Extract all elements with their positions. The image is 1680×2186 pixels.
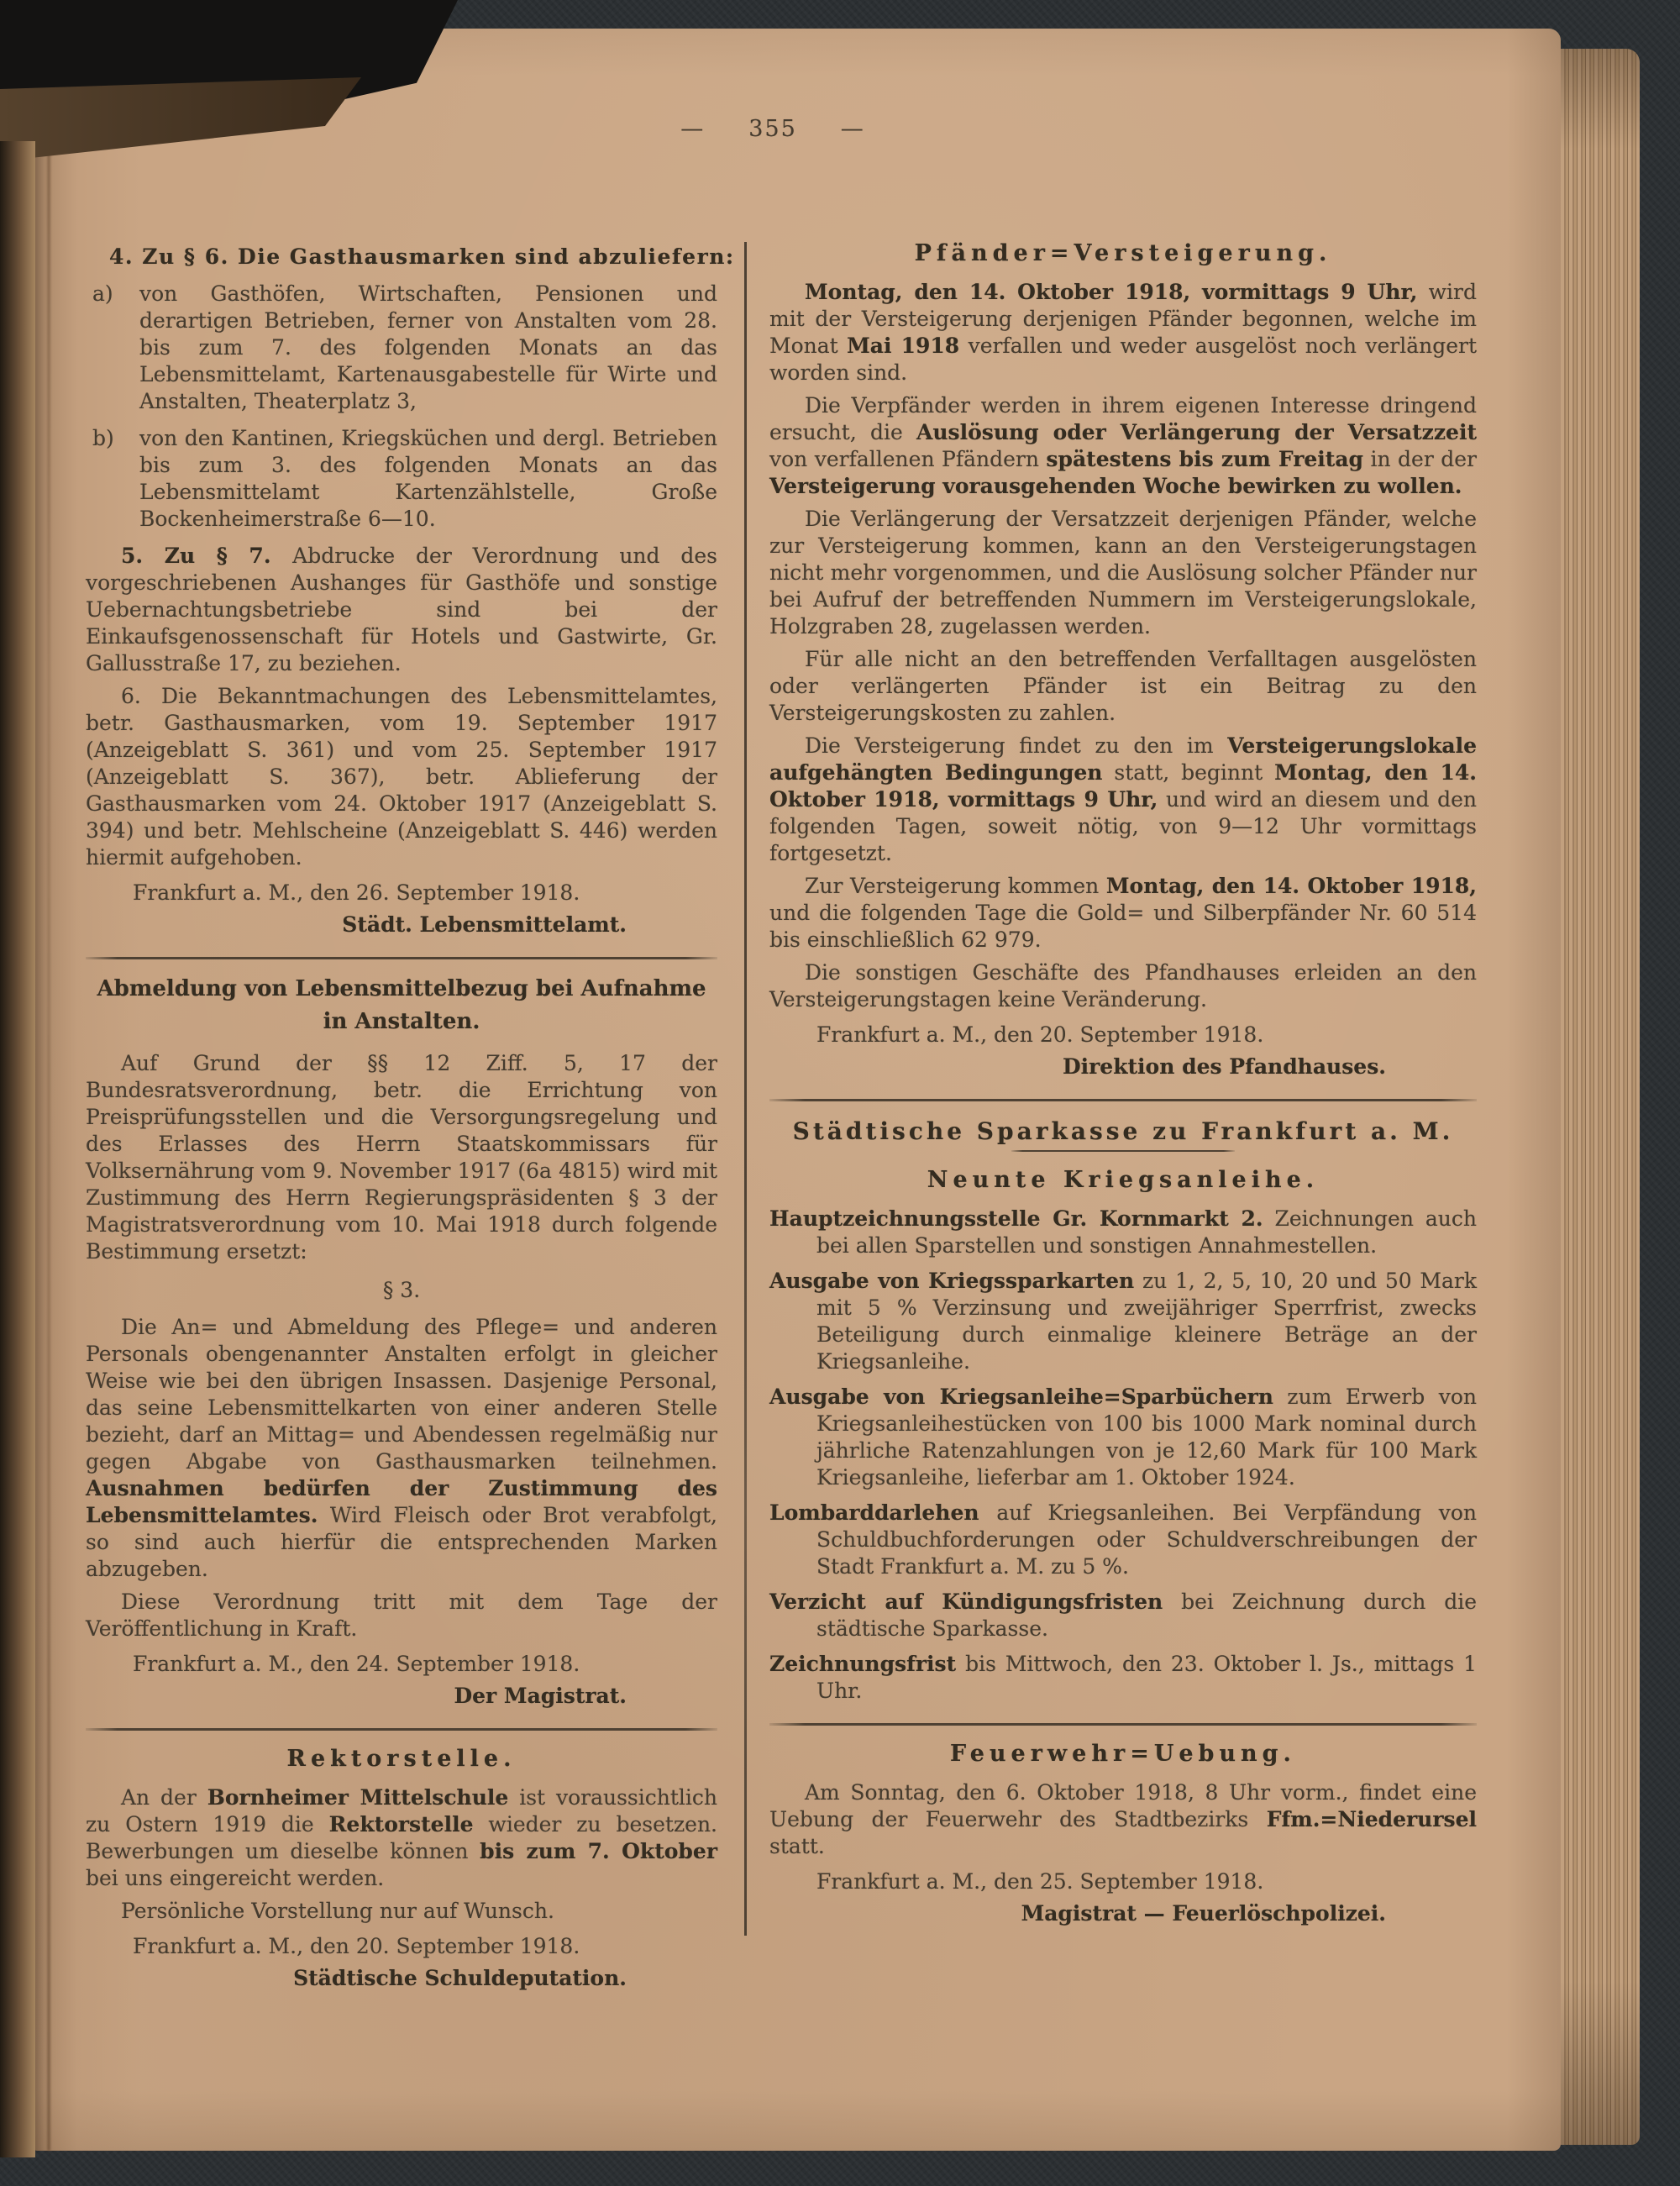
text-segment: bis zum 7. Oktober: [480, 1839, 717, 1863]
separator-rule: [769, 1099, 1477, 1101]
text-segment: zum Erwerb von Kriegsanleihestücken von 100 bis 1000 Mark nominal durch jährliche Ratenzahlungen von je 12,60 Mark für 100 Mark Kriegsanleihe, lieferbar am 1. Oktober 1924.: [816, 1385, 1477, 1490]
text-segment: Zur Versteigerung kommen: [805, 874, 1106, 898]
text-segment: bis Mittwoch, den 23. Oktober l. Js., mittags 1 Uhr.: [816, 1652, 1477, 1703]
list-item-b: [86, 425, 717, 533]
paragraph: [769, 506, 1477, 640]
list-marker: a): [92, 281, 113, 306]
dateline: Frankfurt a. M., den 20. September 1918.: [133, 1934, 580, 1958]
paragraph: [769, 873, 1477, 954]
text-segment: Hauptzeichnungsstelle Gr. Kornmarkt 2.: [769, 1206, 1263, 1231]
text-segment: Die sonstigen Geschäfte des Pfandhauses erleiden an den Versteigerungstagen keine Veränderung.: [769, 960, 1477, 1012]
text-segment: von Gasthöfen, Wirtschaften, Pensionen und derartigen Betrieben, ferner von Anstalten vom 28. bis zum 7. des folgenden Monats an das Lebensmittelamt, Kartenausgabestelle für Wirte und Anstalten, Theaterplatz 3,: [139, 281, 717, 413]
text-segment: bei Zeichnung durch die städtische Sparkasse.: [816, 1590, 1477, 1641]
text-segment: Ausgabe von Kriegsanleihe=Sparbüchern: [769, 1385, 1273, 1409]
text-segment: Auf Grund der §§ 12 Ziff. 5, 17 der Bundesratsverordnung, betr. die Errichtung von Preisprüfungsstellen und die Versorgungsregelung und des Erlasses des Herrn Staatskommissars für Volksernährung vom 9. November 1917 (6a 4815) wird mit Zustimmung des Herrn Regierungspräsidenten § 3 der Magistratsverordnung vom 10. Mai 1918 durch folgende Bestimmung ersetzt:: [86, 1051, 717, 1264]
text-segment: Versteigerungslokale aufgehängten Bedingungen: [769, 733, 1477, 785]
section-heading: Neunte Kriegsanleihe.: [927, 1167, 1320, 1193]
text-segment: Abdrucke der Verordnung und des vorgeschriebenen Aushanges für Gasthöfe und sonstige Uebernachtungsbetriebe sind bei der Einkaufsgenossenschaft für Hotels und Gastwirte, Gr. Gallusstraße 17, zu beziehen.: [86, 544, 718, 675]
signature: Städtische Schuldeputation.: [293, 1966, 627, 1990]
text-segment: Die Verpfänder werden in ihrem eigenen Interesse dringend ersucht, die: [769, 393, 1477, 444]
text-segment: spätestens bis zum Freitag: [1046, 447, 1364, 471]
list-item-a: [86, 281, 717, 415]
paragraph: [86, 1050, 717, 1265]
text-segment: Zeichnungsfrist: [769, 1652, 957, 1676]
text-segment: ist voraussichtlich zu Ostern 1919 die: [86, 1785, 718, 1837]
page-crease: [47, 29, 50, 2151]
column-left: [86, 244, 735, 2002]
text-segment: Montag, den 14. Oktober 1918,: [1105, 874, 1477, 898]
book-page-edges: [1561, 49, 1640, 2145]
text-segment: wird mit der Versteigerung derjenigen Pfänder begonnen, welche im Monat: [769, 280, 1477, 358]
text-segment: statt, beginnt: [1102, 760, 1275, 785]
adjacent-page-fold: [0, 141, 35, 2157]
text-segment: Die Verlängerung der Versatzzeit derjenigen Pfänder, welche zur Versteigerung kommen, kann an den Versteigerungstagen nicht mehr vorgenommen, und die Auslösung solcher Pfänder nur bei Aufruf der betreffenden Nummern im Versteigerungslokale, Holzgraben 28, zugelassen werden.: [769, 507, 1477, 638]
text-segment: auf Kriegsanleihen. Bei Verpfändung von Schuldbuchforderungen oder Schuldverschreibungen der Stadt Frankfurt a. M. zu 5 %.: [816, 1500, 1477, 1579]
text-segment: Die Versteigerung findet zu den im: [805, 733, 1228, 758]
text-segment: Versteigerung vorausgehenden Woche bewirken zu wollen.: [769, 474, 1462, 498]
text-segment: und die folgenden Tage die Gold= und Silberpfänder Nr. 60 514 bis einschließlich 62 979.: [769, 901, 1477, 952]
paragraph: [86, 1589, 717, 1642]
dateline: Frankfurt a. M., den 25. September 1918.: [816, 1869, 1264, 1894]
signature: Direktion des Pfandhauses.: [1062, 1054, 1386, 1079]
text-segment: Für alle nicht an den betreffenden Verfalltagen ausgelösten oder verlängerten Pfänder ist ein Beitrag zu den Versteigerungskosten zu zahlen.: [769, 647, 1477, 725]
heading-line: in Anstalten.: [323, 1009, 480, 1034]
page-number-dash-left: —: [680, 116, 706, 142]
text-segment: Verzicht auf Kündigungsfristen: [769, 1590, 1163, 1614]
paragraph: [769, 279, 1477, 386]
paragraph: [769, 392, 1477, 500]
text-segment: Bornheimer Mittelschule: [207, 1785, 509, 1810]
column-right: [769, 225, 1477, 1937]
text-segment: Wird Fleisch oder Brot verabfolgt, so sind auch hierfür die entsprechenden Marken abzugeben.: [86, 1503, 717, 1581]
separator-rule-short: [1011, 1150, 1235, 1152]
heading-line: Abmeldung von Lebensmittelbezug bei Aufnahme: [97, 976, 706, 1001]
section-heading: Rektorstelle.: [286, 1746, 517, 1772]
dateline: Frankfurt a. M., den 20. September 1918.: [816, 1022, 1264, 1047]
paragraph-mark: § 3.: [382, 1278, 421, 1302]
text-segment: und wird an diesem und den folgenden Tagen, soweit nötig, von 9—12 Uhr vormittags fortgesetzt.: [769, 787, 1477, 865]
text-segment: An der: [121, 1785, 207, 1810]
text-segment: Zeichnungen auch bei allen Sparstellen und sonstigen Annahmestellen.: [816, 1206, 1477, 1258]
signature: Der Magistrat.: [454, 1684, 627, 1708]
section-heading: [86, 973, 717, 1038]
paragraph: [86, 1784, 717, 1892]
text-segment: in der der: [1363, 447, 1478, 471]
text-segment: zu 1, 2, 5, 10, 20 und 50 Mark mit 5 % Verzinsung und zweijähriger Sperrfrist, zwecks Beteiligung durch einmalige kleinere Beträge an der Kriegsanleihe.: [816, 1269, 1477, 1374]
list-item: [769, 1589, 1477, 1642]
paragraph: [769, 959, 1477, 1013]
column-divider-rule: [744, 242, 747, 1936]
section-heading: Feuerwehr=Uebung.: [950, 1741, 1296, 1767]
scanned-page: [34, 29, 1561, 2151]
list-heading: [86, 244, 735, 271]
paragraph: [769, 646, 1477, 727]
text-segment: 6. Die Bekanntmachungen des Lebensmittelamtes, betr. Gasthausmarken, vom 19. September 1917 (Anzeigeblatt S. 361) und vom 25. September 1917 (Anzeigeblatt S. 367), betr. Ablieferung der Gasthausmarken vom 24. Oktober 1917 (Anzeigeblatt S. 394) und betr. Mehlscheine (Anzeigeblatt S. 446) werden hiermit aufgehoben.: [86, 684, 717, 870]
paragraph: [86, 1898, 717, 1925]
text-segment: Montag, den 14. Oktober 1918, vormittags 9 Uhr,: [805, 280, 1418, 304]
dateline: Frankfurt a. M., den 24. September 1918.: [133, 1652, 580, 1676]
text-segment: 5. Zu § 7.: [121, 544, 293, 568]
list-item: [769, 1384, 1477, 1491]
separator-rule: [769, 1723, 1477, 1726]
text-segment: verfallen und weder ausgelöst noch verlängert worden sind.: [769, 334, 1477, 385]
paragraph: [769, 733, 1477, 867]
text-segment: bei uns eingereicht werden.: [86, 1866, 385, 1890]
text-segment: Rektorstelle: [328, 1812, 474, 1837]
text-segment: Ffm.=Niederursel: [1266, 1807, 1477, 1831]
dateline: Frankfurt a. M., den 26. September 1918.: [133, 880, 580, 905]
text-segment: statt.: [769, 1834, 825, 1858]
paragraph: [86, 1314, 717, 1583]
text-segment: Am Sonntag, den 6. Oktober 1918, 8 Uhr vorm., findet eine Uebung der Feuerwehr des Stadtbezirks: [769, 1780, 1477, 1831]
list-item: [769, 1206, 1477, 1259]
text-segment: Die An= und Abmeldung des Pflege= und anderen Personals obengenannter Anstalten erfolgt in gleicher Weise wie bei den übrigen Insassen. Dasjenige Personal, das seine Lebensmittelkarten von einer anderen Stelle bezieht, darf an Mittag= und Abendessen regelmäßig nur gegen Abgabe von Gasthausmarken teilnehmen.: [86, 1315, 717, 1474]
paragraph: [769, 1779, 1477, 1860]
list-marker: b): [92, 426, 114, 450]
signature: Magistrat — Feuerlöschpolizei.: [1021, 1901, 1386, 1926]
text-segment: Montag, den 14. Oktober 1918, vormittags 9 Uhr,: [769, 760, 1477, 812]
paragraph: [86, 543, 717, 677]
text-segment: wieder zu besetzen. Bewerbungen um dieselbe können: [86, 1812, 717, 1863]
text-segment: 4. Zu § 6. Die Gasthausmarken sind abzuliefern:: [109, 244, 735, 269]
text-segment: Persönliche Vorstellung nur auf Wunsch.: [121, 1899, 554, 1923]
text-segment: Lombarddarlehen: [769, 1500, 979, 1525]
page-number: [647, 116, 899, 143]
text-segment: Auslösung oder Verlängerung der Versatzzeit: [916, 420, 1477, 444]
signature: Städt. Lebensmittelamt.: [342, 912, 627, 937]
separator-rule: [86, 957, 717, 959]
list-item: [769, 1500, 1477, 1580]
text-segment: von verfallenen Pfändern: [769, 447, 1047, 471]
list-item: [769, 1268, 1477, 1375]
page-number-value: 355: [748, 116, 797, 142]
section-heading: Pfänder=Versteigerung.: [914, 240, 1332, 266]
text-segment: Ausnahmen bedürfen der Zustimmung des Lebensmittelamtes.: [86, 1476, 717, 1527]
text-segment: Mai 1918: [847, 334, 960, 358]
text-segment: Ausgabe von Kriegssparkarten: [769, 1269, 1135, 1293]
text-segment: von den Kantinen, Kriegsküchen und dergl. Betrieben bis zum 3. des folgenden Monats an das Lebensmittelamt Kartenzählstelle, Große Bockenheimerstraße 6—10.: [139, 426, 717, 531]
page-number-dash-right: —: [840, 116, 865, 142]
text-segment: Diese Verordnung tritt mit dem Tage der Veröffentlichung in Kraft.: [86, 1590, 717, 1641]
section-heading: Städtische Sparkasse zu Frankfurt a. M.: [792, 1117, 1454, 1145]
list-item: [769, 1651, 1477, 1705]
separator-rule: [86, 1728, 717, 1731]
paragraph: [86, 683, 717, 871]
